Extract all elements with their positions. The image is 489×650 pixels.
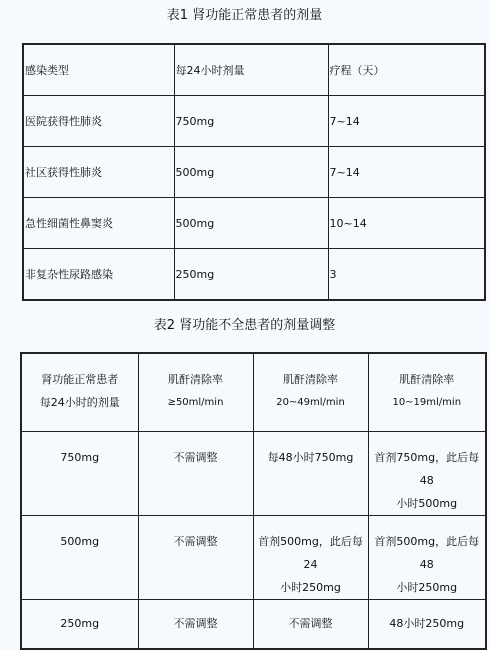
table-cell: 非复杂性尿路感染 [23, 249, 174, 301]
table2-header-row [21, 353, 486, 431]
table-cell [368, 431, 486, 515]
cell-line: 不需调整 [173, 616, 218, 630]
header-line: 10~19ml/min [392, 397, 462, 408]
table-cell: 500mg [174, 147, 328, 198]
table-cell [21, 599, 138, 649]
table-row [23, 198, 485, 249]
table-row [21, 515, 486, 599]
table-cell [368, 599, 486, 649]
table-cell: 7~14 [328, 96, 485, 147]
table-cell [253, 599, 368, 649]
cell-line: 750mg [60, 450, 100, 464]
table-cell [138, 515, 253, 599]
table1-header-row [23, 44, 485, 96]
table-cell [21, 431, 138, 515]
cell-line: 每48小时750mg [267, 450, 354, 464]
table1-normal-dosage [22, 43, 486, 301]
header-line: 每24小时的剂量 [39, 396, 120, 409]
table-cell: 750mg [174, 96, 328, 147]
header-line: ≥50ml/min [167, 397, 224, 408]
table-row [23, 96, 485, 147]
table-cell: 社区获得性肺炎 [23, 147, 174, 198]
table-cell: 急性细菌性鼻窦炎 [23, 198, 174, 249]
header-line: 肌酐清除率 [399, 373, 455, 386]
table2-caption: 表2 肾功能不全患者的剂量调整 [153, 318, 336, 333]
cell-line: 小时250mg [396, 580, 458, 594]
table1-header-daily-dose: 每24小时剂量 [174, 44, 328, 96]
table-row [23, 147, 485, 198]
table-cell [368, 515, 486, 599]
cell-line: 不需调整 [288, 616, 333, 630]
table-cell: 医院获得性肺炎 [23, 96, 174, 147]
header-line: 肾功能正常患者 [41, 373, 119, 386]
table-cell: 250mg [174, 249, 328, 301]
table-cell: 7~14 [328, 147, 485, 198]
cell-line: 48小时250mg [389, 616, 465, 630]
table-cell: 10~14 [328, 198, 485, 249]
table2-renal-adjustment [20, 352, 487, 650]
table1-caption: 表1 肾功能正常患者的剂量 [166, 8, 323, 23]
table-row [21, 599, 486, 649]
table2-header-clearance-10-19 [368, 353, 486, 431]
table-cell [138, 599, 253, 649]
cell-line: 不需调整 [173, 534, 218, 548]
header-line: 肌酐清除率 [168, 373, 223, 386]
cell-line: 小时250mg [280, 580, 341, 594]
table1-header-infection-type: 感染类型 [23, 44, 174, 96]
cell-line: 首剂500mg，此后每24 [258, 534, 363, 571]
header-line: 肌酐清除率 [283, 373, 338, 386]
cell-line: 500mg [60, 534, 100, 548]
table2-header-clearance-20-49 [253, 353, 368, 431]
cell-line: 首剂750mg，此后每48 [374, 450, 480, 487]
cell-line: 首剂500mg，此后每48 [374, 534, 480, 571]
cell-line: 小时500mg [396, 496, 458, 510]
table-cell: 3 [328, 249, 485, 301]
table-cell: 500mg [174, 198, 328, 249]
table-cell [21, 515, 138, 599]
cell-line: 250mg [60, 616, 100, 630]
header-line: 20~49ml/min [276, 397, 345, 408]
table-cell [138, 431, 253, 515]
table2-header-clearance-50 [138, 353, 253, 431]
table-row [23, 249, 485, 301]
table-cell [253, 515, 368, 599]
table-cell [253, 431, 368, 515]
table-row [21, 431, 486, 515]
cell-line: 不需调整 [173, 450, 218, 464]
table1-header-course: 疗程（天） [328, 44, 485, 96]
table2-header-normal-dose [21, 353, 138, 431]
